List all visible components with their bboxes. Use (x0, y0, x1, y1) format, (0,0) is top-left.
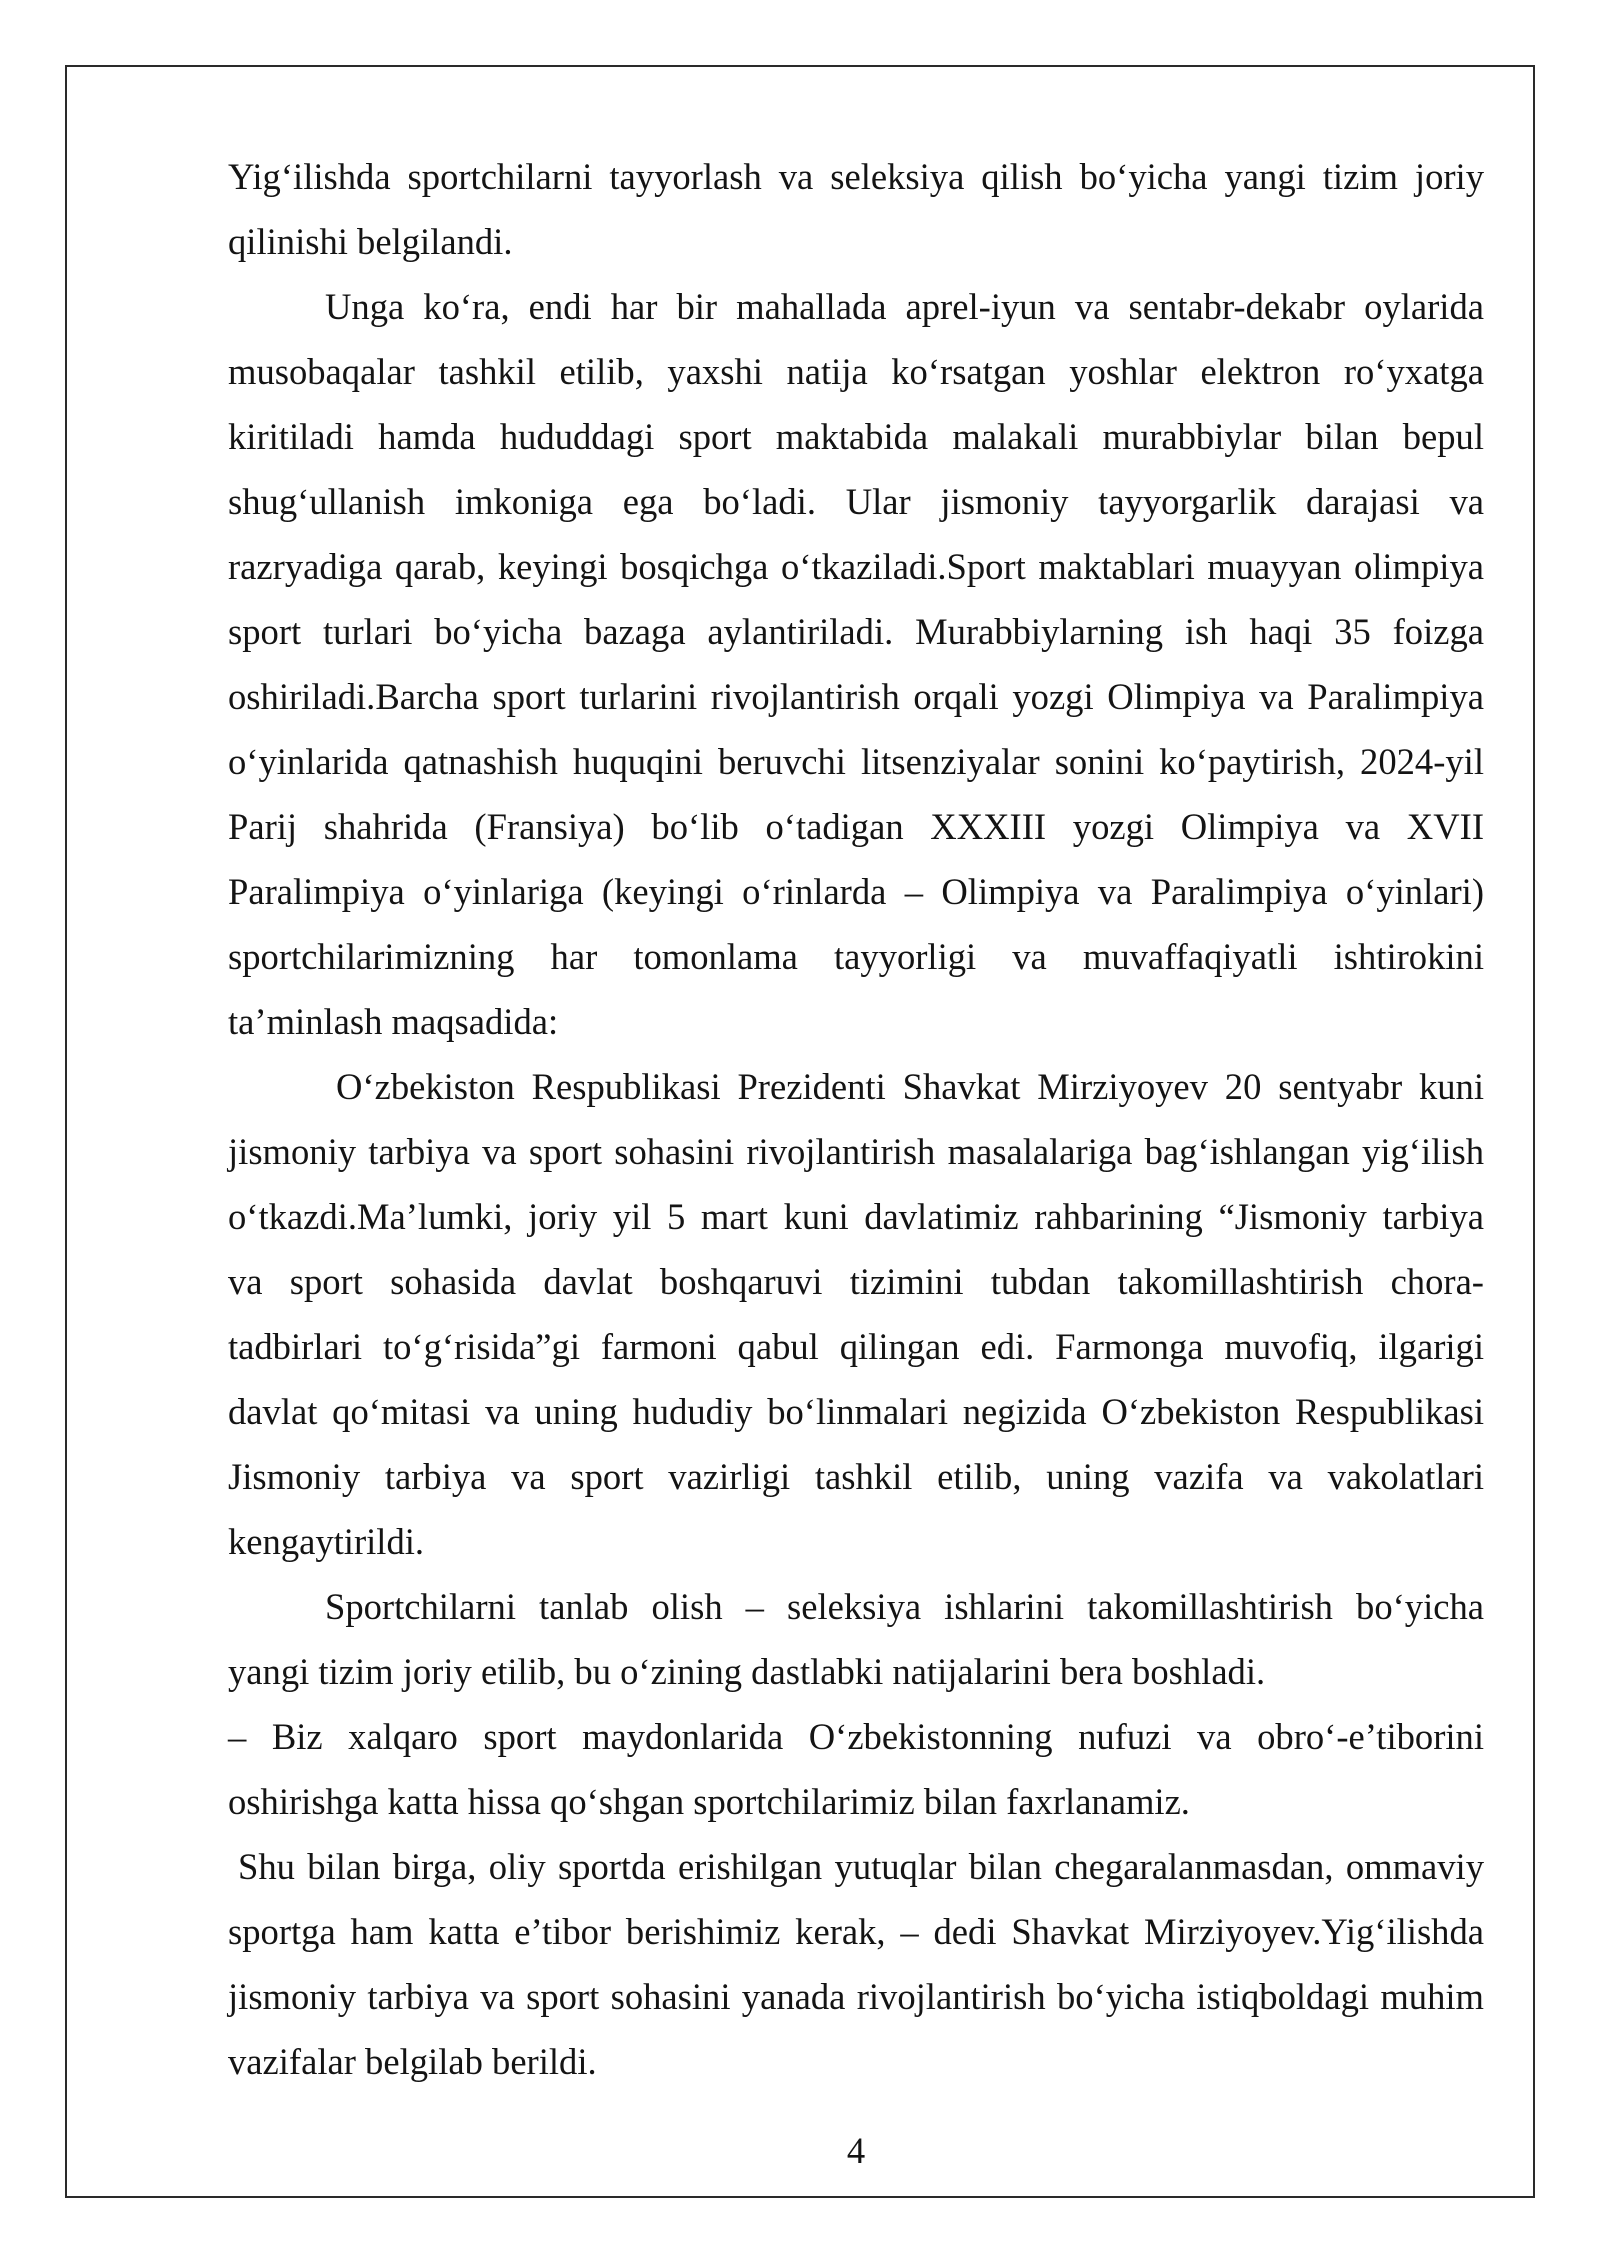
text-line: Yig‘ilishda sportchilarni tayyorlash va seleksiya qilish bo‘yicha yangi tizim joriy (228, 156, 1484, 197)
text-line: o‘tkazdi.Ma’lumki, joriy yil 5 mart kuni davlatimiz rahbarining “Jismoniy tarbiya (228, 1196, 1484, 1237)
document-body (228, 144, 1484, 2094)
text-line: ta’minlash maqsadida: (228, 1001, 559, 1042)
text-line: vazifalar belgilab berildi. (228, 2041, 597, 2082)
paragraph (228, 1834, 1484, 2094)
paragraph (228, 1574, 1484, 1704)
text-line: tadbirlari to‘g‘risida”gi farmoni qabul qilingan edi. Farmonga muvofiq, ilgarigi (228, 1326, 1484, 1367)
text-line: Unga ko‘ra, endi har bir mahallada aprel-iyun va sentabr-dekabr oylarida (325, 286, 1484, 327)
page-number: 4 (846, 2130, 866, 2171)
text-line: yangi tizim joriy etilib, bu o‘zining dastlabki natijalarini bera boshladi. (228, 1651, 1266, 1692)
text-line: musobaqalar tashkil etilib, yaxshi natija ko‘rsatgan yoshlar elektron ro‘yxatga (228, 351, 1484, 392)
paragraph (228, 1704, 1484, 1834)
text-line: sportga ham katta e’tibor berishimiz kerak, – dedi Shavkat Mirziyoyev.Yig‘ilishda (228, 1911, 1484, 1952)
text-line: razryadiga qarab, keyingi bosqichga o‘tkaziladi.Sport maktablari muayyan olimpiya (228, 546, 1484, 587)
paragraph (228, 274, 1484, 1054)
text-line: oshiriladi.Barcha sport turlarini rivojlantirish orqali yozgi Olimpiya va Paralimpiya (228, 676, 1484, 717)
text-line: oshirishga katta hissa qo‘shgan sportchilarimiz bilan faxrlanamiz. (228, 1781, 1190, 1822)
text-line: jismoniy tarbiya va sport sohasini yanada rivojlantirish bo‘yicha istiqboldagi muhim (228, 1976, 1484, 2017)
text-line: sportchilarimizning har tomonlama tayyorligi va muvaffaqiyatli ishtirokini (228, 936, 1484, 977)
text-line: Paralimpiya o‘yinlariga (keyingi o‘rinlarda – Olimpiya va Paralimpiya o‘yinlari) (228, 871, 1484, 912)
text-line: shug‘ullanish imkoniga ega bo‘ladi. Ular jismoniy tayyorgarlik darajasi va (228, 481, 1484, 522)
text-line: o‘yinlarida qatnashish huquqini beruvchi litsenziyalar sonini ko‘paytirish, 2024-yil (228, 741, 1484, 782)
text-line: Jismoniy tarbiya va sport vazirligi tashkil etilib, uning vazifa va vakolatlari (228, 1456, 1484, 1497)
text-line: kiritiladi hamda hududdagi sport maktabida malakali murabbiylar bilan bepul (228, 416, 1484, 457)
text-line: davlat qo‘mitasi va uning hududiy bo‘linmalari negizida O‘zbekiston Respublikasi (228, 1391, 1484, 1432)
text-line: – Biz xalqaro sport maydonlarida O‘zbekistonning nufuzi va obro‘-e’tiborini (228, 1716, 1484, 1757)
paragraph (228, 1054, 1484, 1574)
text-line: jismoniy tarbiya va sport sohasini rivojlantirish masalalariga bag‘ishlangan yig‘ilish (228, 1131, 1484, 1172)
text-line: Parij shahrida (Fransiya) bo‘lib o‘tadigan XXXIII yozgi Olimpiya va XVII (228, 806, 1484, 847)
text-line: va sport sohasida davlat boshqaruvi tizimini tubdan takomillashtirish chora- (228, 1261, 1484, 1302)
text-line: qilinishi belgilandi. (228, 221, 513, 262)
text-line: O‘zbekiston Respublikasi Prezidenti Shavkat Mirziyoyev 20 sentyabr kuni (336, 1066, 1484, 1107)
text-line: kengaytirildi. (228, 1521, 425, 1562)
paragraph (228, 144, 1484, 274)
text-line: Sportchilarni tanlab olish – seleksiya ishlarini takomillashtirish bo‘yicha (325, 1586, 1484, 1627)
text-line: Shu bilan birga, oliy sportda erishilgan yutuqlar bilan chegaralanmasdan, ommaviy (238, 1846, 1484, 1887)
text-line: sport turlari bo‘yicha bazaga aylantiriladi. Murabbiylarning ish haqi 35 foizga (228, 611, 1484, 652)
